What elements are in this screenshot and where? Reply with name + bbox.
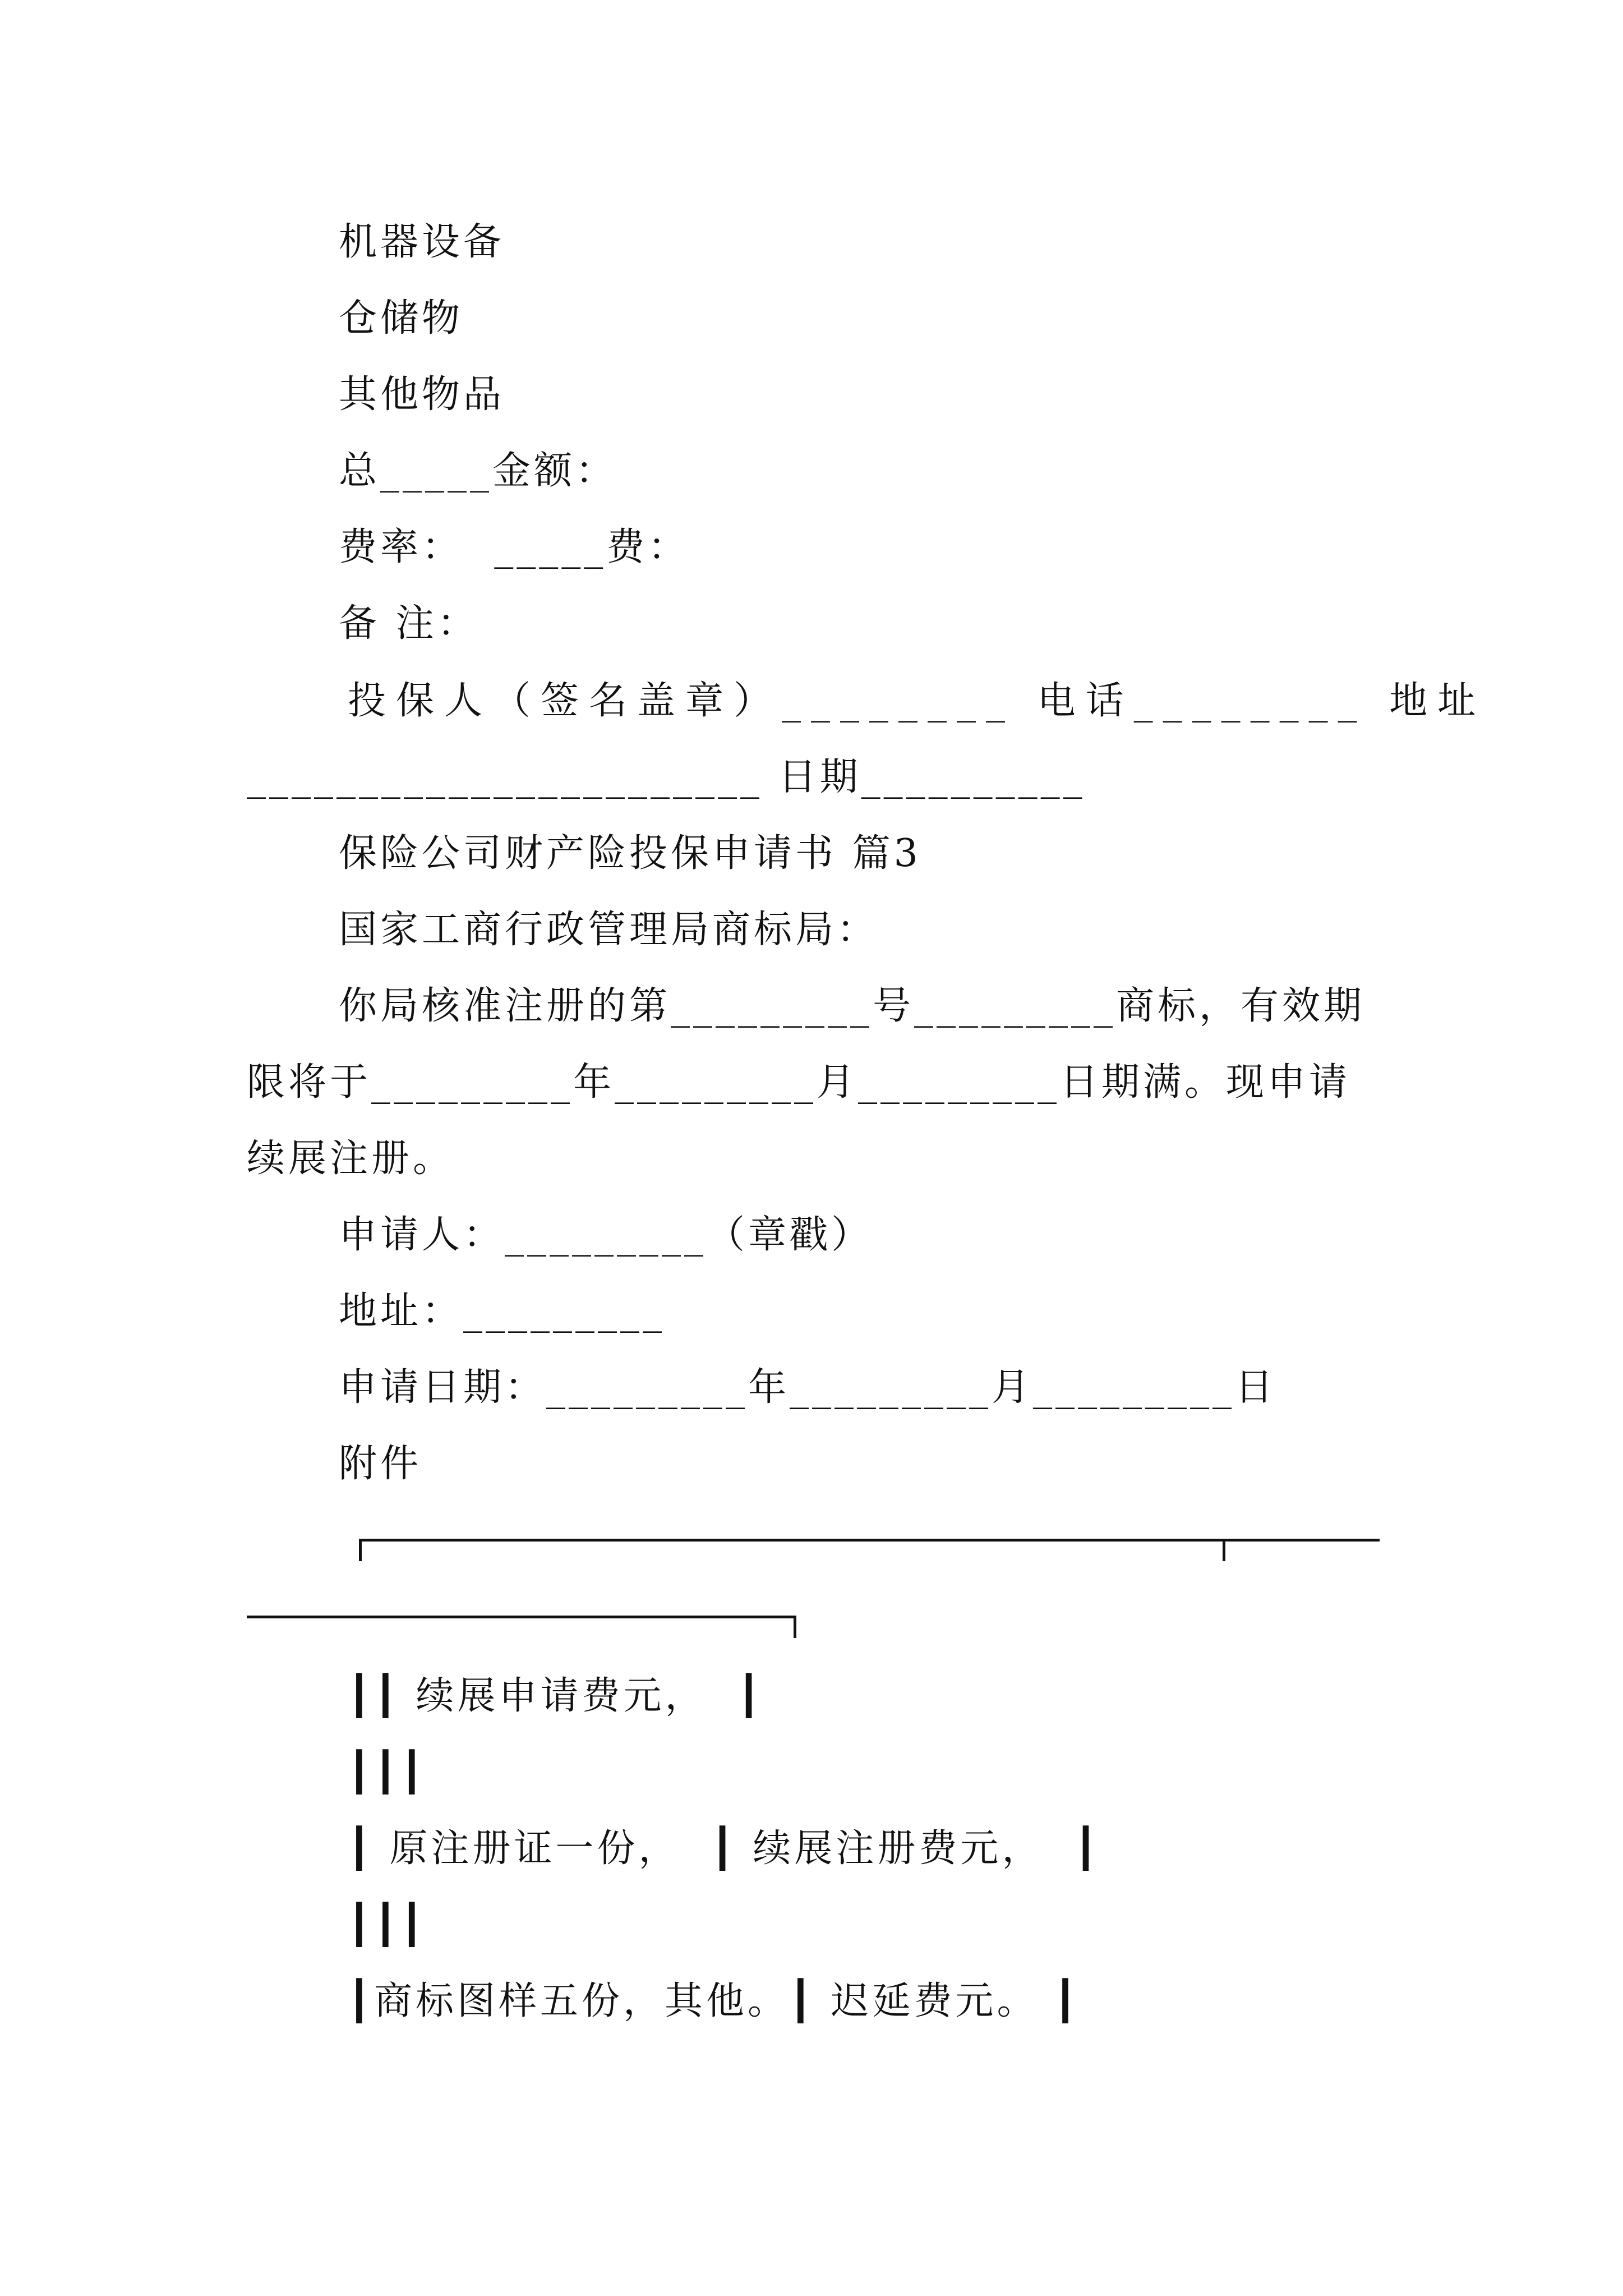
- addressee: 国家工商行政管理局商标局：: [339, 908, 879, 952]
- table-top-left-corner: [359, 1539, 362, 1561]
- table-row-3: ┃ 原注册证一份， ┃ 续展注册费元， ┃: [348, 1826, 1101, 1871]
- body-paragraph-line-2: 限将于_________年_________月_________日期满。现申请: [247, 1060, 1351, 1105]
- application-date-line: 申请日期：_________年_________月_________日: [339, 1365, 1277, 1410]
- table-top-divider-tick: [1223, 1539, 1225, 1561]
- table-row-5: ┃商标图样五份，其他。┃ 迟延费元。 ┃: [348, 1979, 1081, 2023]
- address-date-line: _______________________ 日期__________: [247, 755, 1086, 799]
- table-row-4: ┃┃┃: [348, 1903, 427, 1947]
- rate-line: 费率： _____费：: [339, 525, 690, 569]
- item-warehouse: 仓储物: [339, 296, 464, 341]
- table-second-corner: [794, 1616, 796, 1638]
- body-paragraph-line-3: 续展注册。: [247, 1137, 455, 1181]
- attachments-label: 附件: [339, 1442, 422, 1486]
- section-heading: 保险公司财产险投保申请书 篇3: [339, 831, 921, 876]
- address-line: 地址：_________: [339, 1289, 666, 1333]
- table-top-border: [359, 1539, 1380, 1542]
- applicant-signature-line: 投保人（签名盖章）________ 电话________ 地址: [348, 679, 1486, 723]
- remarks-line: 备 注：: [339, 601, 479, 646]
- table-second-border: [247, 1616, 796, 1618]
- total-amount-line: 总_____金额：: [339, 449, 617, 493]
- item-other-goods: 其他物品: [339, 372, 505, 417]
- item-machinery: 机器设备: [339, 220, 505, 264]
- table-row-1: ┃┃ 续展申请费元， ┃: [348, 1674, 764, 1718]
- applicant-line: 申请人：_________（章戳）: [339, 1213, 873, 1257]
- body-paragraph-line-1: 你局核准注册的第_________号_________商标，有效期: [339, 984, 1366, 1028]
- table-row-2: ┃┃┃: [348, 1750, 427, 1795]
